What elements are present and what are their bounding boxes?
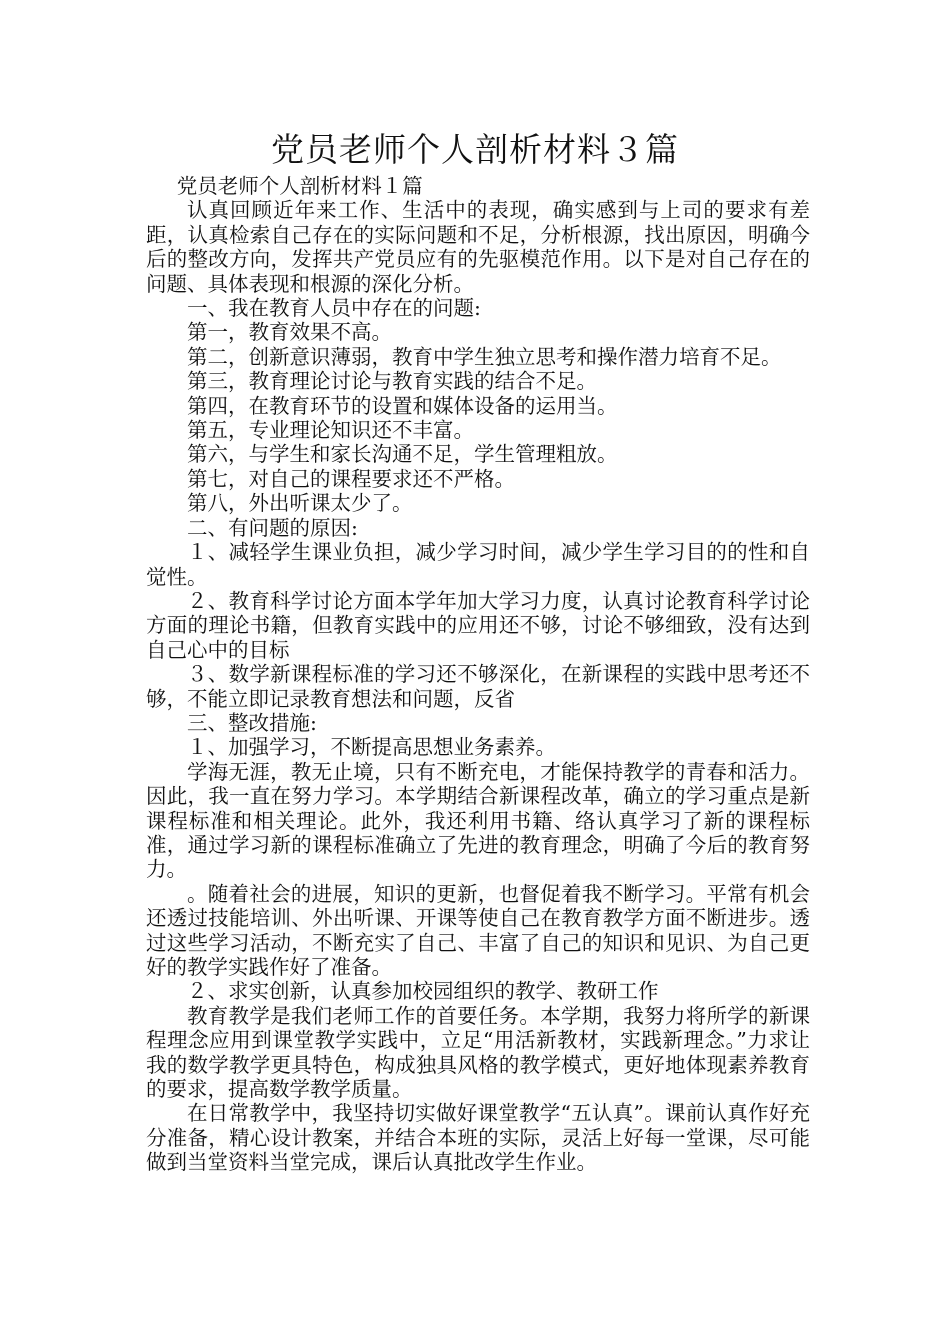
list-item: 第三，教育理论讨论与教育实践的结合不足。 [187, 369, 597, 394]
list-item: 第四，在教育环节的设置和媒体设备的运用当。 [187, 393, 618, 418]
list-item: 第一，教育效果不高。 [187, 320, 392, 345]
paragraph: 认真回顾近年来工作、生活中的表现，确实感到与上司的要求有差距，认真检索自己存在的实际问题和不足，分析根源，找出原因，明确今后的整改方向，发挥共产党员应有的先驱模范作用。以下是对自己存在的问题、具体表现和根源的深化分析。 [146, 198, 810, 296]
paragraph: 学海无涯，教无止境，只有不断充电，才能保持教学的青春和活力。因此，我一直在努力学习。本学期结合新课程改革，确立的学习重点是新课程标准和相关理论。此外，我还利用书籍、络认真学习了新的课程标准，通过学习新的课程标准确立了先进的教育理念，明确了今后的教育努力。 [146, 759, 810, 882]
document-title: 党员老师个人剖析材料３篇 [271, 130, 679, 169]
list-item: ２、教育科学讨论方面本学年加大学习力度，认真讨论教育科学讨论方面的理论书籍，但教育实践中的应用还不够，讨论不够细致，没有达到自己心中的目标 [146, 588, 810, 662]
list-item: ３、数学新课程标准的学习还不够深化，在新课程的实践中思考还不够，不能立即记录教育想法和问题，反省 [146, 662, 810, 711]
list-item: 第五，专业理论知识还不丰富。 [187, 418, 474, 443]
paragraph: 在日常教学中，我坚持切实做好课堂教学“五认真”。课前认真作好充分准备，精心设计教案，并结合本班的实际，灵活上好每一堂课，尽可能做到当堂资料当堂完成，课后认真批改学生作业。 [146, 1101, 810, 1175]
list-item: １、减轻学生课业负担，减少学习时间，减少学生学习目的的性和自觉性。 [146, 540, 810, 589]
section-heading: 党员老师个人剖析材料１篇 [176, 174, 423, 198]
section-heading: 二、有问题的原因: [187, 515, 358, 540]
list-item: 第六，与学生和家长沟通不足，学生管理粗放。 [187, 442, 618, 467]
list-item: 第八，外出听课太少了。 [187, 491, 413, 516]
document-body [146, 174, 810, 1175]
section-heading: 三、整改措施: [187, 710, 317, 735]
list-item: 第七，对自己的课程要求还不严格。 [187, 466, 515, 491]
list-item: 第二，创新意识薄弱，教育中学生独立思考和操作潜力培育不足。 [187, 344, 782, 369]
section-heading: 一、我在教育人员中存在的问题: [187, 296, 481, 321]
paragraph: 教育教学是我们老师工作的首要任务。本学期，我努力将所学的新课程理念应用到课堂教学实践中，立足“用活新教材，实践新理念。”力求让我的数学教学更具特色，构成独具风格的教学模式，更好地体现素养教育的要求，提高数学教学质量。 [146, 1003, 810, 1102]
list-item: ２、求实创新，认真参加校园组织的教学、教研工作 [187, 979, 659, 1004]
paragraph: 。随着社会的进展，知识的更新，也督促着我不断学习。平常有机会还透过技能培训、外出听课、开课等使自己在教育教学方面不断进步。透过这些学习活动，不断充实了自己、丰富了自己的知识和见识、为自己更好的教学实践作好了准备。 [146, 881, 810, 979]
list-item: １、加强学习，不断提高思想业务素养。 [187, 735, 556, 760]
